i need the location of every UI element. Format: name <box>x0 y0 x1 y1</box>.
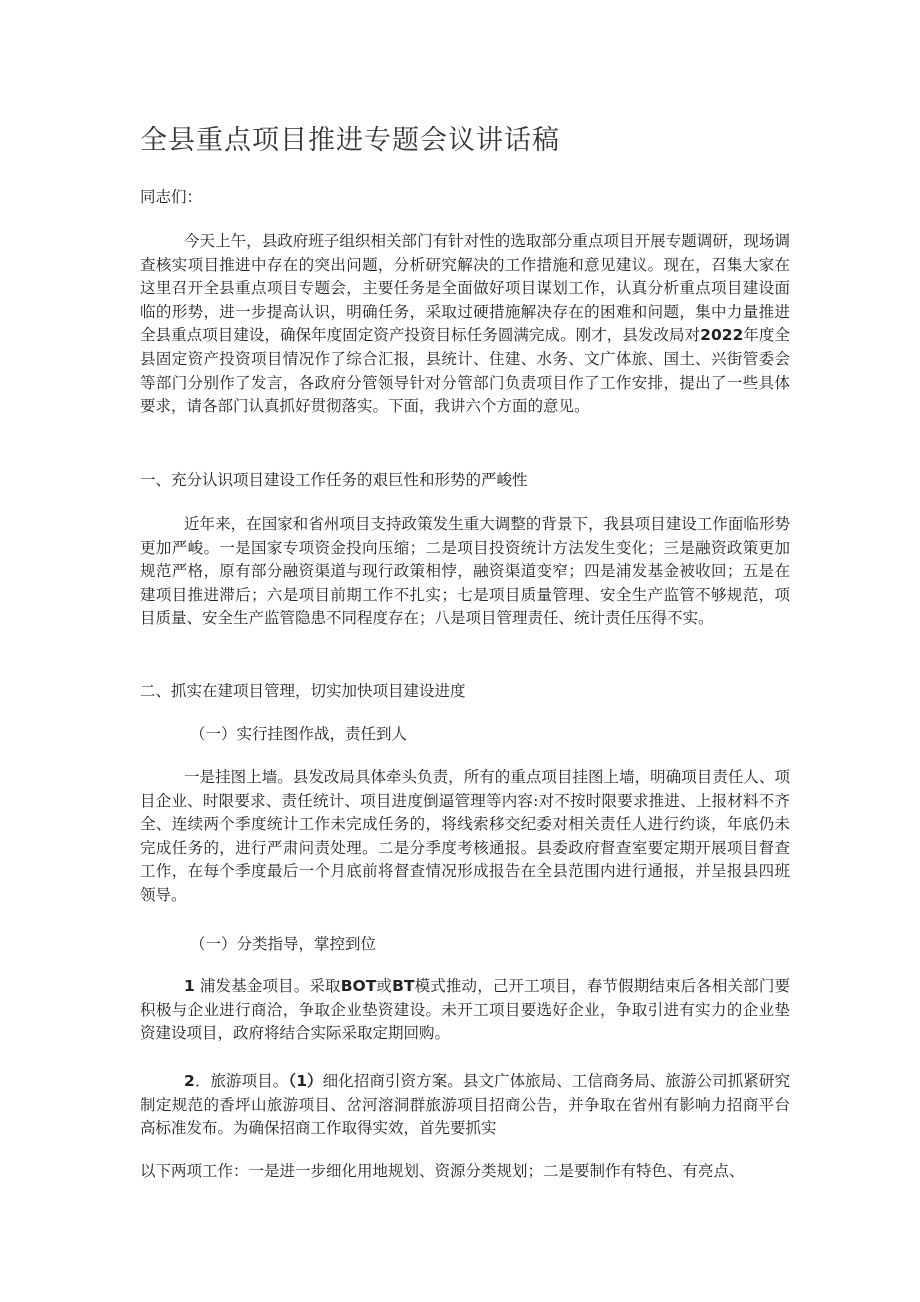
intro-text-2: 年度全县固定资产投资项目情况作了综合汇报，县统计、住建、水务、文广体旅、国土、兴街管委会等部门分别作了发言，各政府分管领导针对分管部门负责项目作了工作安排，提出了一些具体要求，请各部门认真抓好贯彻落实。下面，我讲六个方面的意见。 <box>140 326 790 416</box>
item-2-text-b: 细化招商引资方案。县文广体旅局、工信商务局、旅游公司抓紧研究制定规范的香坪山旅游项目、岔河溶洞群旅游项目招商公告，并争取在省州有影响力招商平台高标准发布。为确保招商工作取得实效，首先要抓实 <box>140 1072 790 1138</box>
document-title: 全县重点项目推进专题会议讲话稿 <box>140 125 560 156</box>
item-1-bot: BOT <box>340 977 377 995</box>
section-1-heading: 一、充分认识项目建设工作任务的艰巨性和形势的严峻性 <box>140 471 528 489</box>
greeting: 同志们： <box>140 188 203 206</box>
item-1-text-a: 浦发基金项目。采取 <box>199 977 341 995</box>
section-2-heading: 二、抓实在建项目管理，切实加快项目建设进度 <box>140 682 466 700</box>
item-1-paragraph <box>140 975 790 1046</box>
subsection-1-body: 一是挂图上墙。县发改局具体牵头负责，所有的重点项目挂图上墙，明确项目责任人、项目企业、时限要求、责任统计、项目进度倒逼管理等内容:对不按时限要求推进、上报材料不齐全、连续两个季度统计工作未完成任务的，将线索移交纪委对相关责任人进行约谈，年底仍未完成任务的，进行严肃问责处理。二是分季度考核通报。县委政府督查室要定期开展项目督查工作，在每个季度最后一个月底前将督查情况形成报告在全县范围内进行通报，并呈报县四班领导。 <box>140 768 790 904</box>
item-1-text-b: 或 <box>376 977 393 995</box>
item-1-number: 1 <box>184 977 195 995</box>
item-2-text-a: ．旅游项目。 <box>194 1072 289 1090</box>
continuation-paragraph: 以下两项工作：一是进一步细化用地规划、资源分类规划；二是要制作有特色、有亮点、 <box>140 1162 745 1180</box>
section-1-body: 近年来，在国家和省州项目支持政策发生重大调整的背景下，我县项目建设工作面临形势更加严峻。一是国家专项资金投向压缩；二是项目投资统计方法发生变化；三是融资政策更加规范严格，原有部分融资渠道与现行政策相悖，融资渠道变窄；四是浦发基金被收回；五是在建项目推进滞后；六是项目前期工作不扎实；七是项目质量管理、安全生产监管不够规范，项目质量、安全生产监管隐患不同程度存在；八是项目管理责任、统计责任压得不实。 <box>140 515 790 628</box>
item-1-text-c: 模式推动，己开工项目，春节假期结束后各相关部门要积极与企业进行商洽，争取企业垫资建设。未开工项目要选好企业，争取引进有实力的企业垫资建设项目，政府将结合实际采取定期回购。 <box>140 977 790 1043</box>
intro-paragraph <box>140 230 790 419</box>
item-2-number: 2 <box>184 1072 195 1090</box>
subsection-2-heading: （一）分类指导，掌控到位 <box>190 935 377 953</box>
intro-year: 2022 <box>700 326 744 345</box>
item-2-sub-number: （1） <box>288 1072 323 1090</box>
subsection-1-heading: （一）实行挂图作战，责任到人 <box>190 725 408 743</box>
item-2-paragraph <box>140 1070 790 1141</box>
intro-text-1: 今天上午，县政府班子组织相关部门有针对性的选取部分重点项目开展专题调研，现场调查核实项目推进中存在的突出问题，分析研究解决的工作措施和意见建议。现在，召集大家在这里召开全县重点项目专题会，主要任务是全面做好项目谋划工作，认真分析重点项目建设面临的形势，进一步提高认识，明确任务，采取过硬措施解决存在的困难和问题，集中力量推进全县重点项目建设，确保年度固定资产投资目标任务圆满完成。刚才，县发改局对 <box>140 232 790 345</box>
item-1-bt: BT <box>392 977 415 995</box>
